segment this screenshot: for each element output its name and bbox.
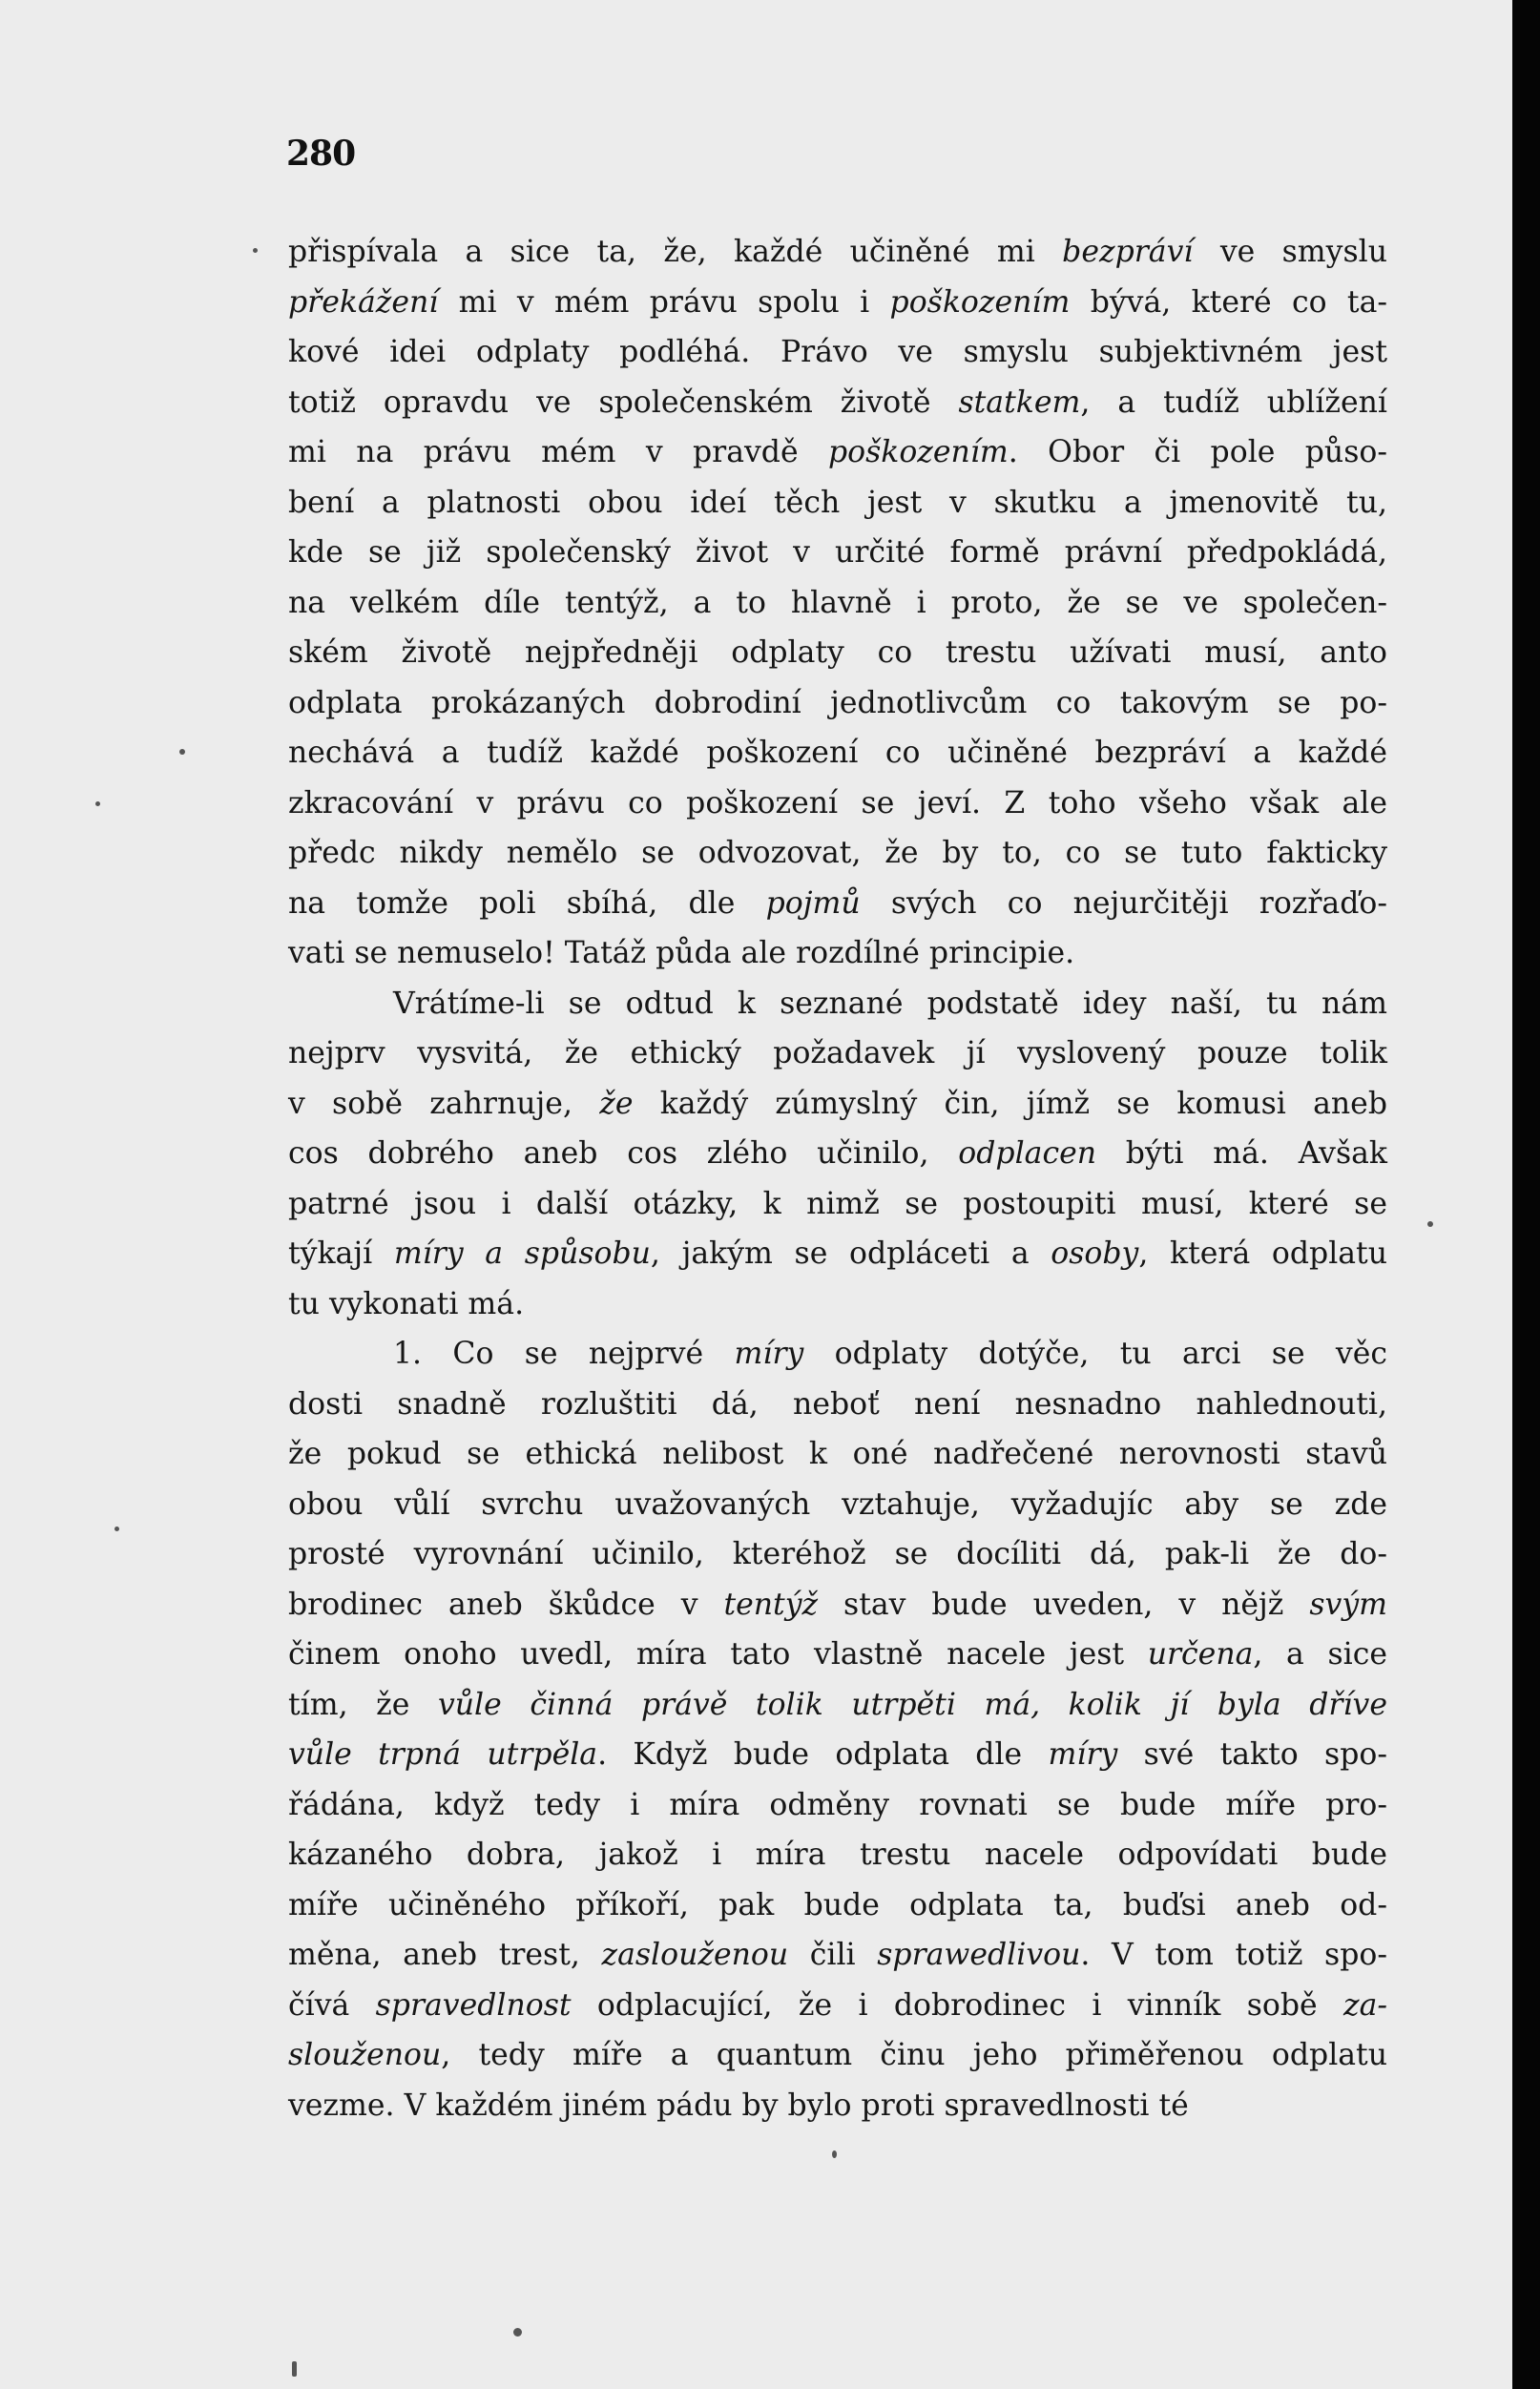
text-line (288, 227, 1387, 278)
paper-speck (832, 2150, 837, 2158)
text-line (288, 879, 1387, 929)
text-run: odplaty dotýče, tu arci se věc (803, 1337, 1387, 1371)
text-run: . Když bude odplata dle (597, 1737, 1049, 1772)
text-run: vati se nemuselo! Tatáž půda ale rozdílné principie. (288, 936, 1075, 970)
italic-text: odplacen (958, 1136, 1097, 1171)
text-run: stav bude uveden, v nějž (818, 1587, 1310, 1622)
italic-text: překážení (288, 284, 439, 320)
text-run: , a tudíž ublížení (1080, 384, 1388, 420)
text-run: v sobě zahrnuje, (288, 1086, 600, 1121)
italic-text: svým (1309, 1587, 1387, 1622)
paper-speck (253, 248, 258, 253)
text-run: cos dobrého aneb cos zlého učinilo, (288, 1136, 959, 1171)
paper-speck (513, 2328, 522, 2337)
text-line (288, 528, 1387, 578)
text-line (288, 2030, 1387, 2081)
text-line (288, 1730, 1387, 1780)
italic-text: zaslouženou (601, 1938, 789, 1972)
italic-text: za- (1342, 1987, 1387, 2023)
text-run: . V tom totiž spo- (1080, 1938, 1387, 1972)
text-line (288, 628, 1387, 678)
italic-text: vůle trpná utrpěla (288, 1737, 598, 1772)
text-line (288, 1229, 1387, 1279)
text-line (288, 578, 1387, 629)
text-run: prosté vyrovnání učinilo, kteréhož se docíliti dá, pak-li že do- (288, 1537, 1387, 1571)
paper-speck (292, 2361, 297, 2377)
text-run: ském životě nejpředněji odplaty co trestu užívati musí, anto (288, 635, 1387, 670)
text-line (288, 427, 1387, 478)
text-line (288, 828, 1387, 879)
text-run: činem onoho uvedl, míra tato vlastně nacele jest (288, 1637, 1148, 1672)
paper-speck (1427, 1221, 1433, 1227)
text-line (288, 728, 1387, 779)
italic-text: míry a spůsobu (393, 1236, 651, 1271)
text-run: odplata prokázaných dobrodiní jednotlivcům co takovým se po- (288, 685, 1387, 720)
italic-text: bezpráví (1062, 235, 1194, 269)
text-line (288, 1830, 1387, 1880)
text-line (288, 1930, 1387, 1981)
text-run: bývá, které co ta- (1070, 284, 1387, 320)
text-line (288, 1179, 1387, 1230)
italic-text: sprawedlivou (877, 1938, 1081, 1972)
text-line (288, 1429, 1387, 1480)
text-run: že pokud se ethická nelibost k oné nadřečené nerovnosti stavů (288, 1437, 1387, 1471)
text-run: odplacující, že i dobrodinec i vinník sobě (571, 1987, 1343, 2023)
text-run: ve smyslu (1193, 235, 1387, 269)
text-run: dosti snadně rozluštiti dá, neboť není nesnadno nahlednouti, (288, 1386, 1387, 1422)
text-run: Vrátíme-li se odtud k seznané podstatě idey naší, tu nám (393, 986, 1387, 1021)
text-line (288, 2081, 1387, 2131)
text-run: předc nikdy nemělo se odvozovat, že by to, co se tuto fakticky (288, 836, 1387, 870)
text-line (288, 1329, 1387, 1380)
text-run: vezme. V každém jiném pádu by bylo proti spravedlnosti té (288, 2088, 1189, 2123)
text-run: řádána, když tedy i míra odměny rovnati se bude míře pro- (288, 1787, 1387, 1822)
text-line (288, 1129, 1387, 1179)
text-run: 1. Co se nejprvé (393, 1337, 735, 1371)
text-line (288, 1580, 1387, 1631)
text-run: býti má. Avšak (1096, 1136, 1387, 1171)
text-line (288, 779, 1387, 829)
text-run: , jakým se odpláceti a (650, 1236, 1051, 1271)
text-run: . Obor či pole půso- (1008, 435, 1387, 469)
italic-text: určena (1147, 1637, 1254, 1672)
text-run: brodinec aneb škůdce v (288, 1587, 724, 1622)
italic-text: osoby (1051, 1236, 1139, 1271)
text-line (288, 1028, 1387, 1079)
italic-text: tentýž (723, 1587, 819, 1622)
text-line (288, 1529, 1387, 1580)
italic-text: že (599, 1086, 634, 1121)
text-run: míře učiněného příkoří, pak bude odplata ta, buďsi aneb od- (288, 1887, 1387, 1922)
italic-text: statkem (958, 384, 1081, 420)
text-run: svých co nejurčitěji rozřaďo- (860, 885, 1387, 921)
paper-speck (114, 1527, 119, 1531)
text-run: na velkém díle tentýž, a to hlavně i proto, že se ve společen- (288, 585, 1387, 620)
text-line (288, 478, 1387, 529)
text-run: týkají (288, 1236, 394, 1271)
text-run: mi v mém právu spolu i (438, 284, 890, 320)
italic-text: pojmů (765, 885, 861, 921)
text-run: přispívala a sice ta, že, každé učiněné mi (288, 235, 1063, 269)
text-line (288, 1780, 1387, 1831)
text-line (288, 1680, 1387, 1731)
text-run: , tedy míře a quantum činu jeho přiměřenou odplatu (441, 2038, 1387, 2072)
body-text (288, 227, 1387, 2130)
text-run: mi na právu mém v pravdě (288, 435, 828, 469)
text-line (288, 678, 1387, 729)
text-run: měna, aneb trest, (288, 1938, 602, 1972)
text-line (288, 928, 1387, 979)
italic-text: spravedlnost (375, 1987, 572, 2023)
text-line (288, 1079, 1387, 1130)
text-run: patrné jsou i další otázky, k nimž se postoupiti musí, které se (288, 1186, 1387, 1221)
text-run: kde se již společenský život v určité formě právní předpokládá, (288, 535, 1387, 570)
text-run: totiž opravdu ve společenském životě (288, 384, 959, 420)
italic-text: slouženou (288, 2038, 442, 2072)
paper-speck (95, 801, 100, 806)
text-run: , a sice (1253, 1637, 1388, 1672)
text-run: na tomže poli sbíhá, dle (288, 885, 766, 921)
text-run: tu vykonati má. (288, 1286, 525, 1321)
text-run: tím, že (288, 1687, 438, 1722)
italic-text: poškozením (889, 284, 1071, 320)
text-line (288, 327, 1387, 378)
text-line (288, 278, 1387, 328)
text-line (288, 1279, 1387, 1330)
text-run: čívá (288, 1987, 376, 2023)
text-run: nechává a tudíž každé poškození co učiněné bezpráví a každé (288, 736, 1387, 770)
italic-text: míry (1048, 1737, 1118, 1772)
page-number: 280 (286, 134, 356, 174)
paper-speck (179, 749, 185, 755)
text-line (288, 1480, 1387, 1530)
text-line (288, 1630, 1387, 1680)
text-line (288, 1380, 1387, 1430)
text-run: své takto spo- (1117, 1737, 1387, 1772)
text-run: kové idei odplaty podléhá. Právo ve smyslu subjektivném jest (288, 335, 1387, 369)
text-line (288, 1880, 1387, 1931)
text-run: obou vůlí svrchu uvažovaných vztahuje, vyžadujíc aby se zde (288, 1486, 1387, 1522)
italic-text: vůle činná právě tolik utrpěti má, kolik jí byla dříve (437, 1687, 1387, 1722)
scan-edge (1512, 0, 1540, 2389)
text-run: nejprv vysvitá, že ethický požadavek jí vyslovený pouze tolik (288, 1036, 1387, 1070)
italic-text: poškozením (827, 435, 1009, 469)
text-run: každý zúmyslný čin, jímž se komusi aneb (633, 1086, 1387, 1121)
text-run: bení a platnosti obou ideí těch jest v skutku a jmenovitě tu, (288, 485, 1387, 520)
text-line (288, 378, 1387, 428)
italic-text: míry (734, 1337, 804, 1371)
text-run: čili (788, 1938, 878, 1972)
text-run: zkracování v právu co poškození se jeví. Z toho všeho však ale (288, 785, 1387, 821)
text-run: kázaného dobra, jakož i míra trestu nacele odpovídati bude (288, 1838, 1387, 1872)
text-run: , která odplatu (1138, 1236, 1387, 1271)
text-line (288, 1981, 1387, 2031)
text-line (288, 979, 1387, 1029)
